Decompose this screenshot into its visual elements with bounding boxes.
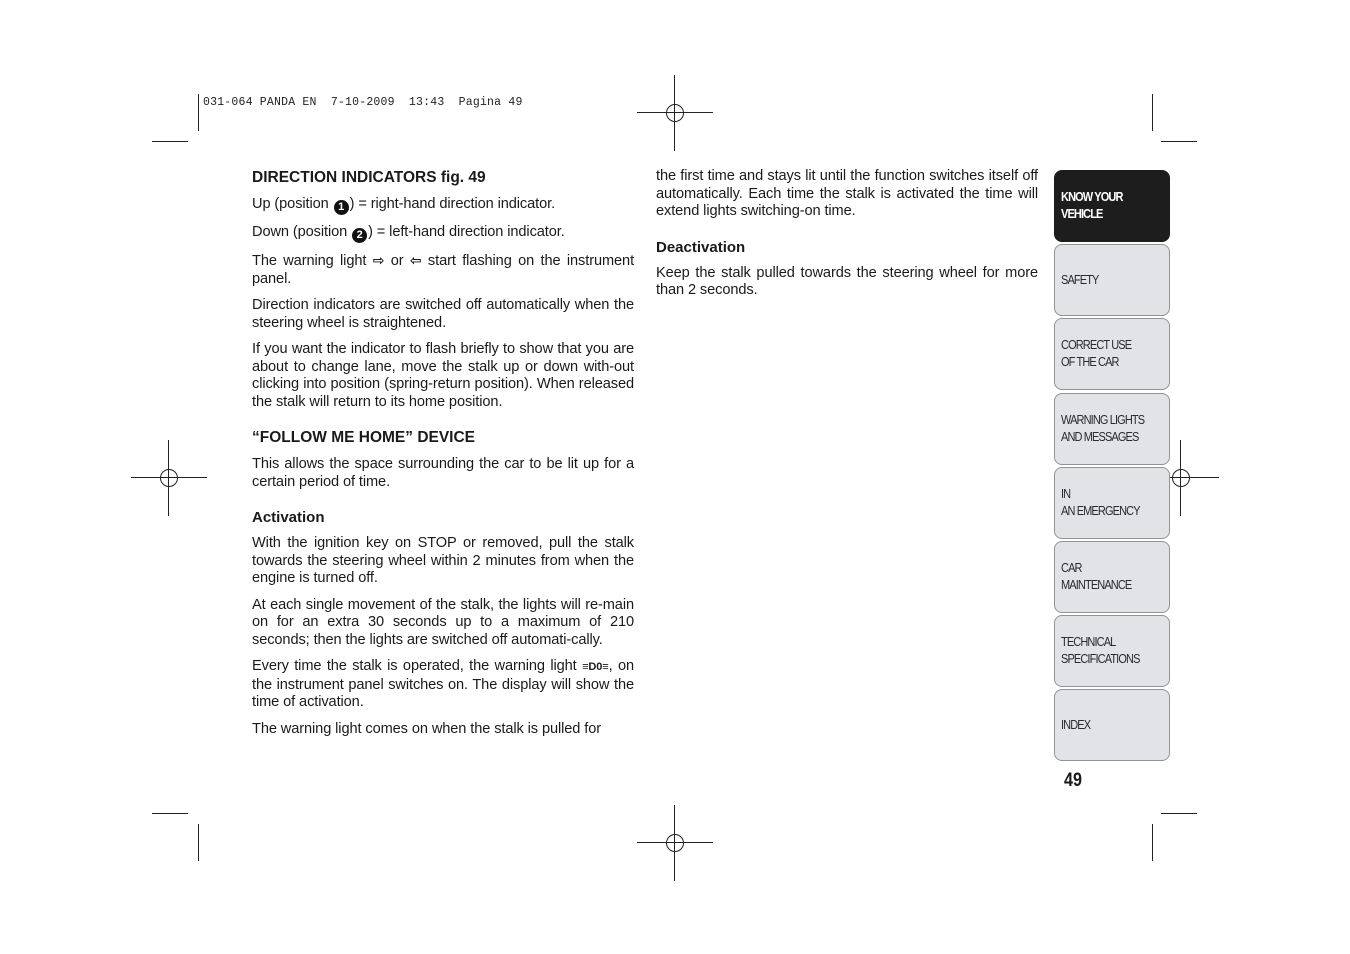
page-number: 49 (1064, 770, 1082, 791)
crop-mark (198, 94, 199, 131)
tab-label: AN EMERGENCY (1061, 503, 1140, 518)
tab-label: CAR (1061, 560, 1082, 575)
paragraph-keep-stalk: Keep the stalk pulled towards the steering wheel for more than 2 seconds. (656, 264, 1038, 298)
crop-mark (1161, 813, 1197, 814)
crop-mark (152, 141, 188, 142)
tab-label: SPECIFICATIONS (1061, 652, 1140, 667)
tab-car-maintenance[interactable] (1054, 541, 1170, 613)
paragraph-allows: This allows the space surrounding the car to be lit up for a certain period of time. (252, 456, 634, 490)
text: , on the instrument panel switches on. The display will show the time of activation. (252, 658, 634, 710)
crop-mark (152, 813, 188, 814)
tab-label: WARNING LIGHTS (1061, 412, 1145, 427)
paragraph-down-position (252, 224, 634, 243)
crop-mark (1152, 94, 1153, 131)
registration-mark (131, 440, 207, 516)
tab-in-an-emergency[interactable] (1054, 467, 1170, 539)
tab-label: KNOW YOUR (1061, 190, 1123, 204)
tab-correct-use[interactable] (1054, 318, 1170, 390)
paragraph-auto-off: Direction indicators are switched off automatically when the steering wheel is straightened. (252, 297, 634, 331)
paragraph-lane-change: If you want the indicator to flash briefly to show that you are about to change lane, move the stalk up or down with-out clicking into position (spring-return position). When released the stalk will return to its home position. (252, 341, 634, 410)
crop-mark (1161, 141, 1197, 142)
heading-deactivation: Deactivation (656, 238, 746, 256)
tab-label: IN (1061, 486, 1071, 501)
registration-mark (637, 805, 713, 881)
tab-technical-specifications[interactable] (1054, 615, 1170, 687)
follow-me-home-light-icon: ≡D0≡ (582, 661, 609, 673)
paragraph-warning-light (252, 252, 634, 288)
tab-warning-lights[interactable] (1054, 393, 1170, 465)
tab-label: CORRECT USE (1061, 338, 1132, 353)
heading-follow-me-home: “FOLLOW ME HOME” DEVICE (252, 429, 476, 446)
paragraph-first-time: the first time and stays lit until the function switches itself off automatically. Each time the stalk is activated the time will extend lights switching-on time. (656, 168, 1038, 219)
paragraph-ignition: With the ignition key on STOP or removed, pull the stalk towards the steering wheel within 2 minutes from when the engine is turned off. (252, 535, 634, 586)
tab-label: TECHNICAL (1061, 635, 1116, 650)
heading-activation: Activation (252, 509, 325, 526)
tab-label: INDEX (1061, 717, 1091, 732)
text: start flashing on the instrument panel. (252, 253, 635, 287)
tab-label: VEHICLE (1061, 207, 1103, 221)
text: Every time the stalk is operated, the warning light (252, 658, 583, 674)
left-column (252, 168, 634, 747)
tab-safety[interactable] (1054, 244, 1170, 316)
text: ) = left-hand direction indicator. (368, 224, 565, 240)
tab-know-your-vehicle[interactable] (1054, 170, 1170, 242)
tab-index[interactable] (1054, 689, 1170, 761)
tab-label: OF THE CAR (1061, 355, 1119, 370)
text: or (384, 253, 410, 269)
registration-mark (637, 75, 713, 151)
section-tabs (1054, 170, 1170, 764)
text: The warning light (252, 253, 373, 269)
text: Up (position (252, 196, 333, 212)
paragraph-movement: At each single movement of the stalk, the lights will re-main on for an extra 30 seconds up to a maximum of 210 seconds; then the lights are switched off automati-cally. (252, 596, 634, 648)
paragraph-up-position (252, 196, 634, 215)
heading-direction-indicators: DIRECTION INDICATORS fig. 49 (252, 169, 486, 186)
tab-label: MAINTENANCE (1061, 577, 1132, 592)
print-slug: 031-064 PANDA EN 7-10-2009 13:43 Pagina 49 (203, 96, 523, 109)
text: ) = right-hand direction indicator. (349, 196, 556, 212)
tab-label: SAFETY (1061, 272, 1099, 287)
paragraph-every-time (252, 658, 634, 712)
left-arrow-indicator-icon: ⇦ (409, 252, 422, 268)
tab-label: AND MESSAGES (1061, 429, 1139, 444)
paragraph-comes-on: The warning light comes on when the stalk is pulled for (252, 720, 601, 737)
crop-mark (1152, 824, 1153, 861)
text: Down (position (252, 224, 352, 240)
right-arrow-indicator-icon: ⇨ (372, 252, 385, 268)
position-2-icon: 2 (352, 228, 367, 243)
position-1-icon: 1 (334, 200, 349, 215)
right-column (656, 168, 1038, 309)
crop-mark (198, 824, 199, 861)
